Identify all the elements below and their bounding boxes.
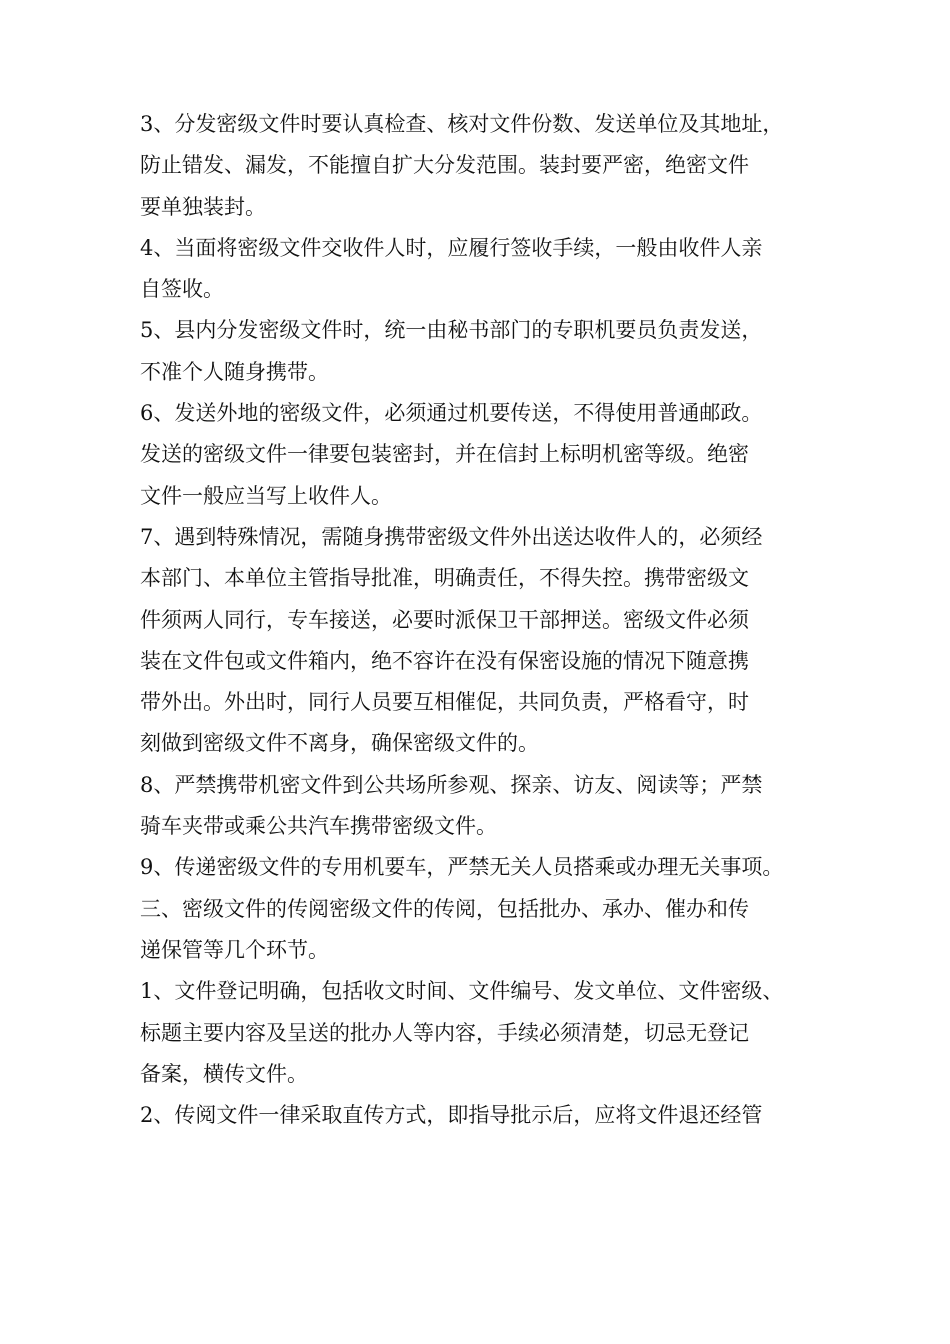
- text-line-21: 递保管等几个环节。: [140, 937, 329, 962]
- text-line-24: 备案，横传文件。: [140, 1061, 308, 1086]
- text-line-1: 3、分发密级文件时要认真检查、核对文件份数、发送单位及其地址，: [140, 112, 784, 136]
- text-line-14: 装在文件包或文件箱内，绝不容许在没有保密设施的情况下随意携: [140, 648, 749, 673]
- text-line-18: 骑车夹带或乘公共汽车携带密级文件。: [140, 814, 497, 839]
- text-line-23: 标题主要内容及呈送的批办人等内容，手续必须清楚，切忌无登记: [140, 1020, 749, 1045]
- text-line-4: 4、当面将密级文件交收件人时，应履行签收手续，一般由收件人亲: [140, 235, 763, 260]
- text-line-3: 要单独装封。: [140, 194, 266, 219]
- text-line-5: 自签收。: [140, 277, 224, 302]
- text-line-10: 文件一般应当写上收件人。: [140, 483, 392, 508]
- text-line-12: 本部门、本单位主管指导批准，明确责任，不得失控。携带密级文: [140, 566, 749, 591]
- text-line-25: 2、传阅文件一律采取直传方式，即指导批示后，应将文件退还经管: [140, 1103, 763, 1128]
- text-line-11: 7、遇到特殊情况，需随身携带密级文件外出送达收件人的，必须经: [140, 524, 763, 549]
- text-line-17: 8、严禁携带机密文件到公共场所参观、探亲、访友、阅读等；严禁: [140, 772, 763, 797]
- text-line-19: 9、传递密级文件的专用机要车，严禁无关人员搭乘或办理无关事项。: [140, 855, 784, 880]
- text-line-13: 件须两人同行，专车接送，必要时派保卫干部押送。密级文件必须: [140, 607, 749, 632]
- text-line-20: 三、密级文件的传阅密级文件的传阅，包括批办、承办、催办和传: [140, 896, 749, 921]
- text-line-22: 1、文件登记明确，包括收文时间、文件编号、发文单位、文件密级、: [140, 979, 784, 1004]
- text-line-6: 5、县内分发密级文件时，统一由秘书部门的专职机要员负责发送，: [140, 318, 763, 343]
- text-line-9: 发送的密级文件一律要包装密封，并在信封上标明机密等级。绝密: [140, 442, 749, 467]
- text-line-16: 刻做到密级文件不离身，确保密级文件的。: [140, 731, 539, 756]
- text-line-7: 不准个人随身携带。: [140, 359, 329, 384]
- text-line-8: 6、发送外地的密级文件，必须通过机要传送，不得使用普通邮政。: [140, 401, 763, 426]
- text-line-2: 防止错发、漏发，不能擅自扩大分发范围。装封要严密，绝密文件: [140, 153, 749, 178]
- text-line-15: 带外出。外出时，同行人员要互相催促，共同负责，严格看守，时: [140, 690, 749, 715]
- document-body: [140, 104, 830, 1136]
